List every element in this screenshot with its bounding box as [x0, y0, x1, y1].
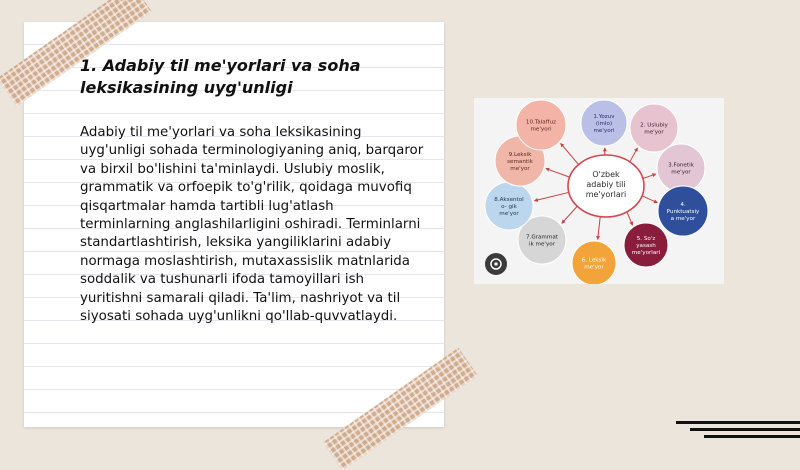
diagram-node [516, 100, 566, 150]
diagram-arrow [546, 169, 571, 178]
diagram-node-label: 4. [680, 202, 686, 208]
lens-icon [485, 253, 507, 275]
diagram-node-label: 5. So'z [637, 236, 656, 242]
diagram-node-label: me'yor [510, 166, 530, 172]
diagram-node-label: me'yor [644, 130, 664, 136]
diagram-node-label: 8.Aksentol [494, 197, 524, 203]
diagram-node-label: me'yor [584, 265, 604, 271]
diagram-center-line: me'yorlari [586, 190, 626, 199]
diagram-arrow [598, 215, 601, 239]
diagram-node-label: me'yori [593, 128, 614, 134]
diagram-node-label: ik me'yor [529, 242, 556, 248]
decor-stripe [676, 421, 800, 424]
diagram-center-line: O'zbek [592, 170, 620, 179]
diagram-node-label: semantik [507, 159, 534, 165]
diagram-node-label: 2. Uslubiy [640, 123, 668, 129]
diagram-arrow [562, 205, 579, 223]
diagram-arrow [640, 195, 657, 203]
diagram-node [658, 186, 708, 236]
slide-body-text: Adabiy til me'yorlari va soha leksikasining uyg'unligi sohada terminologiyaning aniq, barqaror va birxil bo'lishini ta'minlaydi. Uslubiy moslik, grammatik va orfoepik to'g'rilik, qoidaga muvofiq qisqartmalar hamda tartibli lug'atlash terminlarning anglashilarligini oshiradi. Terminlarni standartlashtirish, leksika yangiliklarini adabiy normaga moslashtirish, mutaxassislik matnlarida soddalik va tushunarli ifoda tamoyillari ish yuritishni samarali qiladi. Ta'lim, nashriyot va til siyosati sohada uyg'unlikni qo'llab-quvvatlaydi. [80, 124, 425, 326]
diagram-node-label: (imlo) [596, 121, 612, 127]
diagram-node-label: 7.Grammat [526, 235, 559, 241]
diagram-node [572, 241, 616, 284]
slide-title: 1. Adabiy til me'yorlari va soha leksikasining uyg'unligi [80, 55, 400, 99]
diagram-node [485, 182, 533, 230]
diagram-node-label: 9.Leksik [509, 152, 533, 158]
diagram-center-line: adabiy tili [586, 180, 625, 189]
diagram-node-label: o- gik [501, 204, 517, 210]
diagram-node-label: Punktuatsiy [667, 209, 700, 215]
diagram-node-label: 6. Leksik [582, 258, 607, 264]
diagram-node [630, 104, 678, 152]
diagram-arrow [534, 192, 570, 201]
diagram-arrow [629, 148, 637, 163]
diagram-node [657, 144, 705, 192]
diagram-node-label: 3.Fonetik [668, 163, 695, 169]
diagram-node [624, 223, 668, 267]
diagram-node-label: a me'yor [671, 216, 696, 222]
norms-diagram-svg [474, 98, 724, 284]
diagram-node [581, 100, 627, 146]
decor-stripe [690, 428, 800, 431]
norms-diagram-image [474, 98, 724, 284]
diagram-node-label: me'yor [671, 170, 691, 176]
diagram-node-label: me'yori [530, 127, 551, 133]
diagram-node-label: me'yorlari [632, 250, 661, 256]
diagram-node-label: me'yor [499, 211, 519, 217]
diagram-node-label: yasash [636, 243, 656, 249]
diagram-node-label: 10.Talaffuz [526, 120, 556, 126]
diagram-node-label: 1.Yozuv [593, 114, 615, 120]
decor-stripe [704, 435, 800, 438]
diagram-arrow [561, 143, 580, 165]
